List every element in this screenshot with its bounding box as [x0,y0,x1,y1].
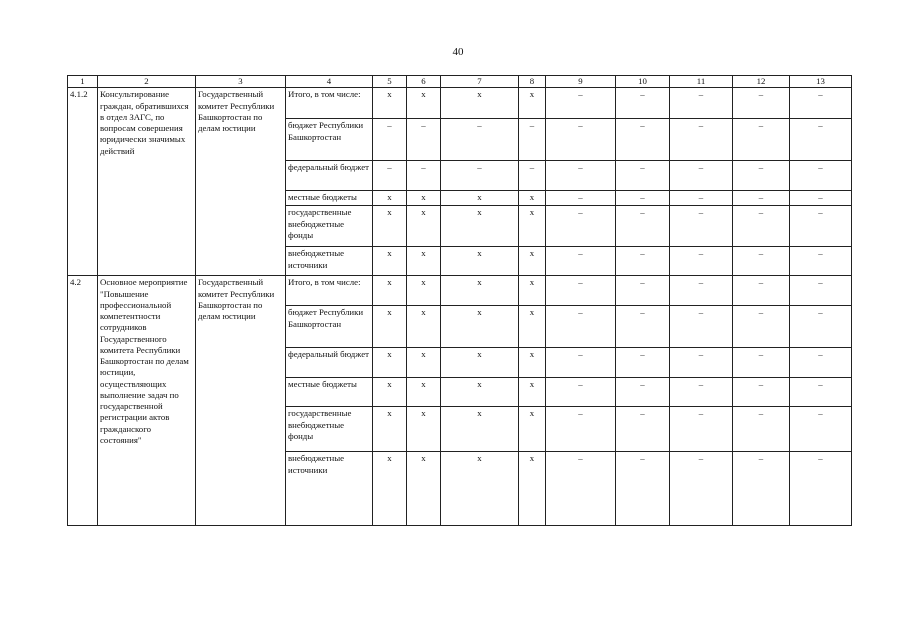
value-cell: – [670,119,733,161]
value-cell: x [441,88,519,119]
value-cell: x [441,306,519,348]
value-cell: – [616,306,670,348]
value-cell: – [733,206,790,247]
item-executor: Государственный комитет Республики Башкортостан по делам юстиции [196,276,286,526]
value-cell: – [546,247,616,276]
value-cell: x [519,407,546,452]
header-cell: 3 [196,76,286,88]
header-cell: 12 [733,76,790,88]
value-cell: – [546,452,616,526]
value-cell: – [790,161,852,191]
value-cell: – [790,119,852,161]
value-cell: – [670,407,733,452]
funding-source: Итого, в том числе: [286,276,373,306]
value-cell: x [519,88,546,119]
header-cell: 2 [98,76,196,88]
value-cell: – [790,88,852,119]
funding-source: внебюджетные источники [286,247,373,276]
value-cell: – [546,161,616,191]
value-cell: – [616,276,670,306]
value-cell: x [407,191,441,206]
value-cell: x [441,247,519,276]
value-cell: – [441,119,519,161]
value-cell: – [441,161,519,191]
value-cell: x [441,452,519,526]
value-cell: x [407,206,441,247]
funding-source: бюджет Республики Башкортостан [286,306,373,348]
value-cell: x [519,247,546,276]
value-cell: x [441,276,519,306]
value-cell: – [616,452,670,526]
item-number: 4.2 [68,276,98,526]
value-cell: – [733,88,790,119]
value-cell: – [670,191,733,206]
value-cell: x [373,191,407,206]
value-cell: – [670,452,733,526]
value-cell: – [670,378,733,407]
value-cell: – [546,378,616,407]
value-cell: x [373,206,407,247]
value-cell: x [373,348,407,378]
value-cell: – [733,348,790,378]
value-cell: – [733,161,790,191]
item-name: Консультирование граждан, обратившихся в отдел ЗАГС, по вопросам совершения юридически значимых действий [98,88,196,276]
value-cell: – [616,378,670,407]
value-cell: x [373,407,407,452]
value-cell: – [790,191,852,206]
header-cell: 10 [616,76,670,88]
value-cell: x [519,348,546,378]
value-cell: – [616,88,670,119]
value-cell: – [546,407,616,452]
value-cell: x [519,452,546,526]
value-cell: – [670,206,733,247]
value-cell: – [790,378,852,407]
value-cell: x [373,452,407,526]
value-cell: – [790,206,852,247]
value-cell: x [441,191,519,206]
value-cell: – [790,348,852,378]
value-cell: x [407,88,441,119]
funding-source: бюджет Республики Башкортостан [286,119,373,161]
funding-source: федеральный бюджет [286,348,373,378]
value-cell: x [407,306,441,348]
header-row [68,76,852,88]
value-cell: – [670,276,733,306]
value-cell: – [733,452,790,526]
value-cell: – [733,378,790,407]
value-cell: – [616,191,670,206]
funding-source: Итого, в том числе: [286,88,373,119]
value-cell: – [670,247,733,276]
funding-source: внебюджетные источники [286,452,373,526]
header-cell: 5 [373,76,407,88]
value-cell: x [519,378,546,407]
header-cell: 13 [790,76,852,88]
header-cell: 4 [286,76,373,88]
page-number: 40 [452,46,464,58]
value-cell: x [519,191,546,206]
value-cell: – [546,348,616,378]
value-cell: x [407,378,441,407]
value-cell: x [519,306,546,348]
value-cell: – [733,247,790,276]
item-name: Основное мероприятие "Повышение профессиональной компетентности сотрудников Государственного комитета Республики Башкортостан по делам юстиции, осуществляющих выполнение задач по государственной регистрации актов гражданского состояния" [98,276,196,526]
value-cell: – [670,348,733,378]
value-cell: x [407,407,441,452]
header-cell: 7 [441,76,519,88]
funding-source: федеральный бюджет [286,161,373,191]
value-cell: – [790,407,852,452]
value-cell: x [519,206,546,247]
value-cell: x [407,276,441,306]
value-cell: x [407,452,441,526]
value-cell: x [441,348,519,378]
value-cell: – [670,88,733,119]
value-cell: – [616,161,670,191]
value-cell: x [441,378,519,407]
header-cell: 1 [68,76,98,88]
funding-source: государственные внебюджетные фонды [286,407,373,452]
value-cell: x [441,206,519,247]
table-row [68,88,852,119]
value-cell: x [441,407,519,452]
value-cell: – [790,276,852,306]
header-cell: 6 [407,76,441,88]
value-cell: – [407,161,441,191]
value-cell: – [373,161,407,191]
value-cell: x [373,88,407,119]
value-cell: x [407,348,441,378]
value-cell: – [546,191,616,206]
value-cell: x [407,247,441,276]
value-cell: – [670,161,733,191]
value-cell: – [670,306,733,348]
header-cell: 8 [519,76,546,88]
funding-source: государственные внебюджетные фонды [286,206,373,247]
value-cell: – [519,161,546,191]
value-cell: – [733,407,790,452]
header-cell: 9 [546,76,616,88]
funding-source: местные бюджеты [286,378,373,407]
value-cell: – [616,206,670,247]
value-cell: x [373,306,407,348]
value-cell: – [546,88,616,119]
table-row [68,276,852,306]
value-cell: x [373,378,407,407]
value-cell: – [733,191,790,206]
item-executor: Государственный комитет Республики Башкортостан по делам юстиции [196,88,286,276]
value-cell: – [546,119,616,161]
value-cell: – [790,452,852,526]
value-cell: – [519,119,546,161]
value-cell: – [733,119,790,161]
section-2 [68,276,852,526]
value-cell: x [373,276,407,306]
value-cell: – [790,247,852,276]
value-cell: x [373,247,407,276]
value-cell: – [616,119,670,161]
value-cell: – [546,276,616,306]
value-cell: – [616,247,670,276]
value-cell: – [616,348,670,378]
value-cell: x [519,276,546,306]
value-cell: – [616,407,670,452]
value-cell: – [546,306,616,348]
value-cell: – [546,206,616,247]
section-1 [68,88,852,276]
item-number: 4.1.2 [68,88,98,276]
value-cell: – [373,119,407,161]
header-cell: 11 [670,76,733,88]
value-cell: – [407,119,441,161]
value-cell: – [733,306,790,348]
funding-source: местные бюджеты [286,191,373,206]
value-cell: – [790,306,852,348]
value-cell: – [733,276,790,306]
budget-table [67,75,852,526]
